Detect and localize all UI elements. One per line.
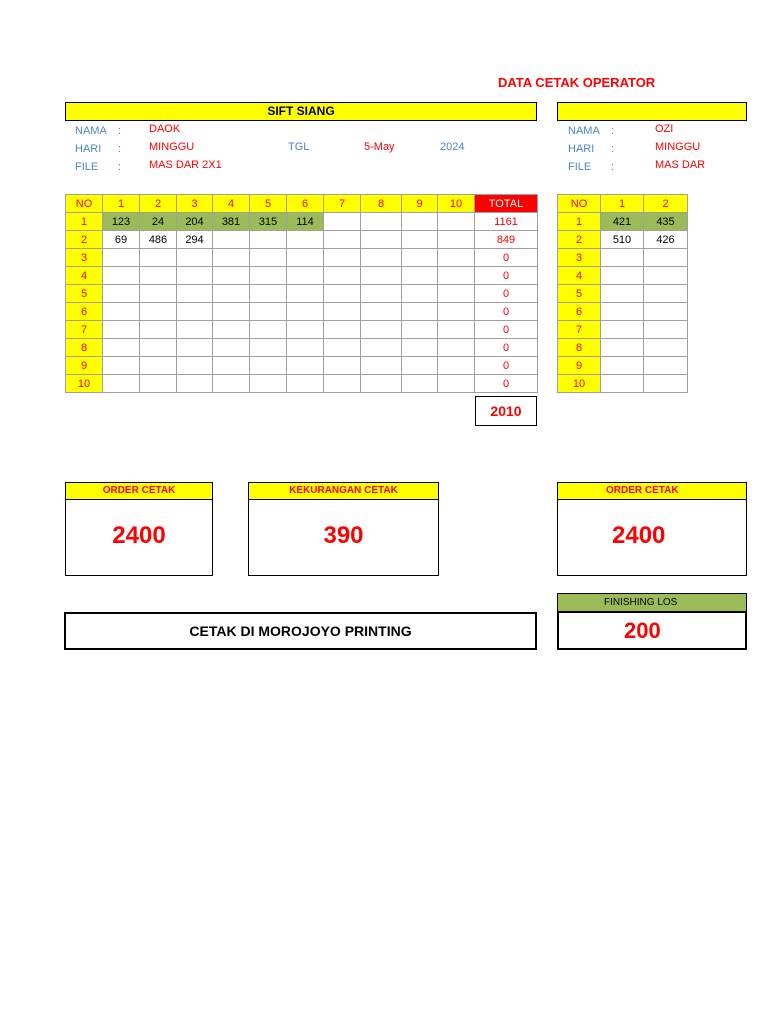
row-total: 0 (475, 285, 538, 303)
right-file-value: MAS DAR (655, 159, 706, 171)
tgl-label: TGL (288, 141, 310, 153)
right-order-cetak-box (557, 499, 747, 576)
column-header: NO (558, 195, 601, 213)
row-number: 3 (66, 249, 103, 267)
finishing-value: 200 (624, 618, 661, 643)
row-total: 849 (475, 231, 538, 249)
table-header-row (558, 195, 688, 213)
column-header: 4 (213, 195, 250, 213)
column-header: 6 (287, 195, 324, 213)
row-number: 4 (66, 267, 103, 285)
table-cell (601, 249, 644, 267)
grand-total-value: 2010 (490, 403, 522, 419)
finishing-box (557, 611, 747, 650)
table-cell (644, 339, 688, 357)
table-cell (644, 375, 688, 393)
table-cell (601, 357, 644, 375)
table-cell (644, 303, 688, 321)
row-number: 9 (66, 357, 103, 375)
right-shift-header (557, 102, 747, 121)
right-hari-label: HARI (568, 143, 595, 155)
column-header: 9 (402, 195, 438, 213)
footer-text: CETAK DI MOROJOYO PRINTING (189, 623, 412, 639)
table-row (558, 321, 688, 339)
table-cell: 421 (601, 213, 644, 231)
row-number: 6 (66, 303, 103, 321)
order-cetak-label: ORDER CETAK (65, 482, 213, 500)
kekurangan-cetak-value: 390 (323, 522, 364, 549)
column-header: 1 (601, 195, 644, 213)
file-label: FILE (75, 161, 99, 173)
right-nama-colon: : (611, 125, 615, 137)
column-header: 10 (438, 195, 475, 213)
table-row (558, 303, 688, 321)
row-number: 1 (66, 213, 103, 231)
tgl-year: 2024 (440, 141, 465, 153)
table-cell (601, 375, 644, 393)
table-cell: 510 (601, 231, 644, 249)
row-number: 5 (66, 285, 103, 303)
table-cell (644, 285, 688, 303)
row-total: 0 (475, 375, 538, 393)
table-cell: 114 (287, 213, 324, 231)
table-cell (644, 267, 688, 285)
table-cell: 24 (140, 213, 177, 231)
table-cell (644, 321, 688, 339)
right-hari-value: MINGGU (655, 141, 701, 153)
table-row (558, 375, 688, 393)
row-number: 7 (558, 321, 601, 339)
table-cell: 381 (213, 213, 250, 231)
nama-colon: : (118, 125, 122, 137)
right-file-colon: : (611, 161, 615, 173)
right-hari-colon: : (611, 143, 615, 155)
table-row (558, 339, 688, 357)
row-total: 0 (475, 339, 538, 357)
table-cell: 486 (140, 231, 177, 249)
row-total: 0 (475, 321, 538, 339)
table-cell (601, 339, 644, 357)
column-header: TOTAL (475, 195, 538, 213)
row-number: 6 (558, 303, 601, 321)
kekurangan-cetak-label: KEKURANGAN CETAK (248, 482, 439, 500)
file-value: MAS DAR 2X1 (149, 159, 222, 171)
right-file-label: FILE (568, 161, 592, 173)
table-cell: 435 (644, 213, 688, 231)
column-header: 8 (361, 195, 402, 213)
nama-value: DAOK (149, 123, 181, 135)
column-header: 7 (324, 195, 361, 213)
table-row (558, 285, 688, 303)
column-header: 1 (103, 195, 140, 213)
column-header: 2 (140, 195, 177, 213)
row-total: 0 (475, 267, 538, 285)
table-cell (644, 357, 688, 375)
row-number: 3 (558, 249, 601, 267)
column-header: NO (66, 195, 103, 213)
column-header: 2 (644, 195, 688, 213)
finishing-label-bar (557, 593, 747, 612)
table-row (558, 231, 688, 249)
hari-colon: : (118, 143, 122, 155)
table-cell: 426 (644, 231, 688, 249)
table-row (558, 357, 688, 375)
right-nama-label: NAMA (568, 125, 600, 137)
table-cell (601, 321, 644, 339)
row-total: 1161 (475, 213, 538, 231)
row-number: 10 (66, 375, 103, 393)
row-number: 10 (558, 375, 601, 393)
hari-label: HARI (75, 143, 102, 155)
column-header: 5 (250, 195, 287, 213)
row-number: 2 (66, 231, 103, 249)
row-number: 5 (558, 285, 601, 303)
row-number: 8 (558, 339, 601, 357)
file-colon: : (118, 161, 122, 173)
row-number: 9 (558, 357, 601, 375)
shift-label: SIFT SIANG (267, 104, 335, 118)
column-header: 3 (177, 195, 213, 213)
right-data-table (557, 194, 688, 393)
page-title: DATA CETAK OPERATOR (498, 75, 656, 90)
table-cell: 294 (177, 231, 213, 249)
row-number: 7 (66, 321, 103, 339)
table-row (558, 267, 688, 285)
table-row (558, 213, 688, 231)
nama-label: NAMA (75, 125, 107, 137)
table-cell (601, 285, 644, 303)
row-number: 1 (558, 213, 601, 231)
row-total: 0 (475, 357, 538, 375)
table-cell: 69 (103, 231, 140, 249)
table-row (558, 249, 688, 267)
row-number: 2 (558, 231, 601, 249)
table-cell (644, 249, 688, 267)
hari-value: MINGGU (149, 141, 195, 153)
table-cell: 204 (177, 213, 213, 231)
table-cell (601, 267, 644, 285)
right-order-cetak-label: ORDER CETAK (557, 482, 747, 500)
table-cell: 315 (250, 213, 287, 231)
tgl-date: 5-May (364, 141, 395, 153)
row-total: 0 (475, 303, 538, 321)
right-order-cetak-value: 2400 (612, 522, 666, 549)
table-cell: 123 (103, 213, 140, 231)
row-number: 4 (558, 267, 601, 285)
table-cell (601, 303, 644, 321)
row-total: 0 (475, 249, 538, 267)
row-number: 8 (66, 339, 103, 357)
order-cetak-value: 2400 (112, 522, 166, 549)
finishing-label: FINISHING LOS (604, 597, 678, 608)
right-nama-value: OZI (655, 123, 674, 135)
